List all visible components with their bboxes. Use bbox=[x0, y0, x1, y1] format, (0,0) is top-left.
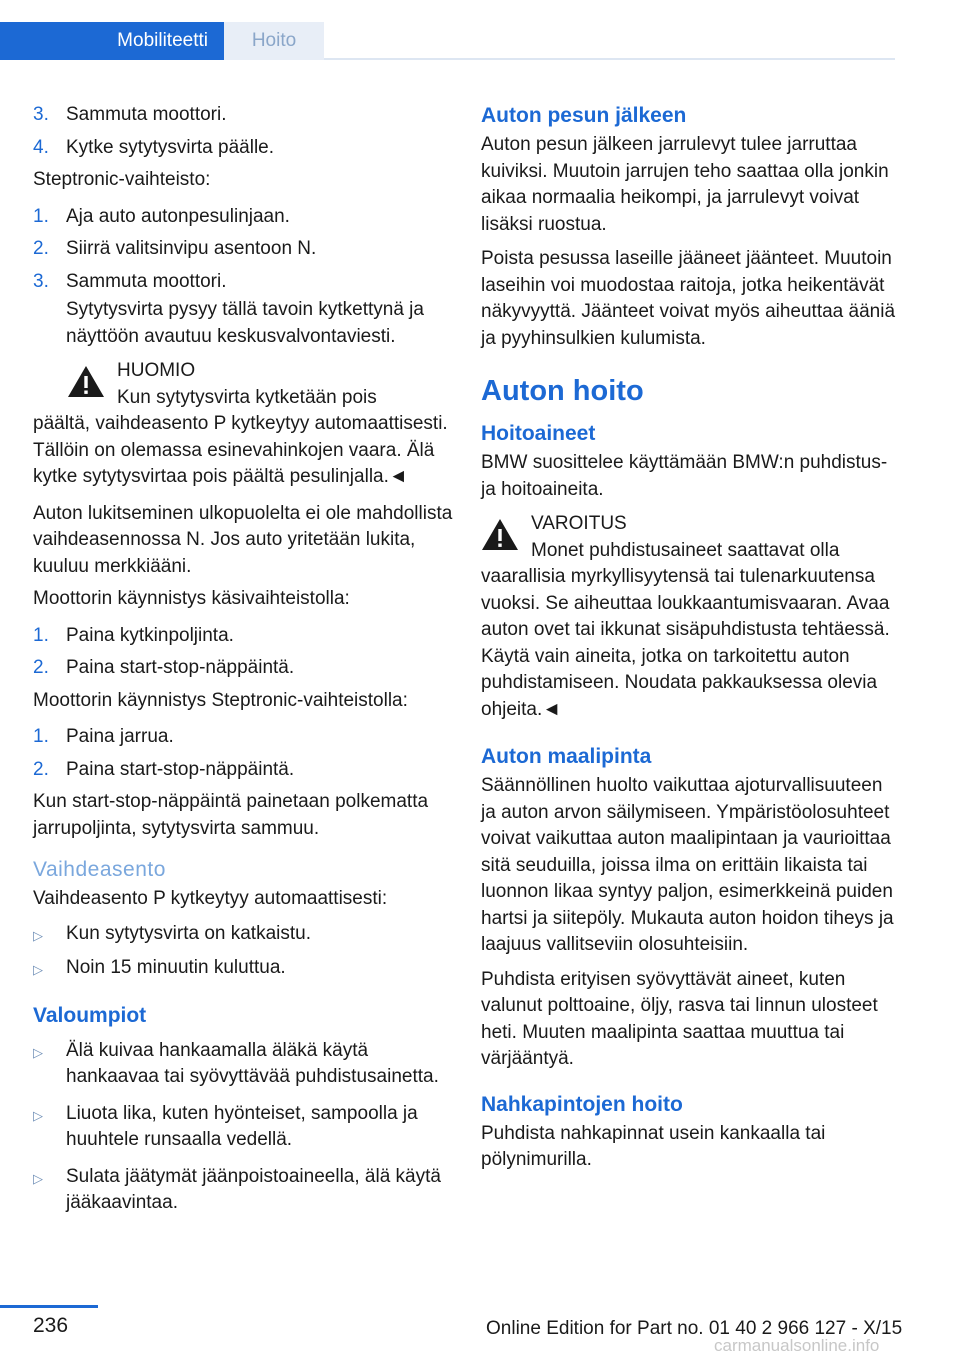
warning-triangle-icon bbox=[481, 517, 519, 553]
list-number: 2. bbox=[33, 657, 49, 678]
steptronic-label: Steptronic-vaihteisto: bbox=[33, 169, 211, 190]
right-column bbox=[481, 102, 896, 1180]
paint-paragraph: Säännöllinen huolto vaikuttaa ajoturvallisuuteen ja auton arvon säilymiseen. Ympäristöolosuhteet voivat vaikuttaa auton maalipintaan ja vaurioittaa sitä seuduilla, joissa ilma on erittäin likaista tai luonnon likaa syntyy paljon, esimerkkeinä puiden hartsi ja siitepöly. Mukauta auton hoidon tiheys ja laajuus vallitseviin olosuhteisiin. bbox=[481, 775, 894, 955]
warning-text bbox=[481, 538, 896, 724]
list-number: 2. bbox=[33, 758, 49, 780]
bullet-text: Noin 15 minuutin kuluttua. bbox=[66, 957, 286, 978]
list-number: 2. bbox=[33, 238, 49, 259]
heading-nahkapintojen-hoito: Nahkapintojen hoito bbox=[481, 1092, 683, 1116]
tab-mobiliteetti[interactable]: Mobiliteetti bbox=[0, 22, 224, 60]
bullet-item bbox=[33, 1101, 453, 1154]
warning-rest: vaarallisia myrkyllisyytensä tai tulenarkuutensa vuoksi. Se aiheuttaa loukkaantumisvaaran. Avaa auton ovet tai ikkunat sisäpuhdistusta tehtäessä. Käytä vain aineita, jotka on tarkoitettu auton puhdistamiseen. Noudata pakkauksessa olevia ohjeita.◄ bbox=[481, 566, 890, 720]
triangle-bullet-icon: ▷ bbox=[33, 1044, 43, 1060]
bullet-text: Kun sytytysvirta on katkaistu. bbox=[66, 922, 311, 944]
list-text: Paina start-stop-näppäintä. bbox=[66, 657, 295, 678]
list-number: 3. bbox=[33, 104, 49, 125]
notice-box bbox=[33, 358, 453, 491]
edition-footer: Online Edition for Part no. 01 40 2 966 127 - X/15 bbox=[486, 1318, 903, 1339]
tab-divider bbox=[324, 58, 895, 60]
notice-text bbox=[33, 385, 453, 491]
notice-rest: päältä, vaihdeasento P kytkeytyy automaattisesti. Tällöin on olemassa esinevahinkojen vaara. Älä kytke sytytysvirtaa pois päältä pesulinjalla.◄ bbox=[33, 413, 448, 487]
heading-hoitoaineet: Hoitoaineet bbox=[481, 422, 596, 445]
heading-auton-maalipinta: Auton maalipinta bbox=[481, 745, 652, 768]
triangle-bullet-icon: ▷ bbox=[33, 1170, 43, 1186]
list-text: Paina kytkinpoljinta. bbox=[66, 624, 234, 646]
list-text: Aja auto autonpesulinjaan. bbox=[66, 205, 290, 227]
list-text: Siirrä valitsinvipu asentoon N. bbox=[66, 238, 317, 259]
chapter-tabs bbox=[0, 22, 895, 60]
leather-paragraph: Puhdista nahkapinnat usein kankaalla tai pölynimurilla. bbox=[481, 1122, 826, 1170]
list-number: 1. bbox=[33, 726, 49, 747]
warning-first-line: Monet puhdistusaineet saattavat olla bbox=[531, 539, 840, 561]
list-text: Paina start-stop-näppäintä. bbox=[66, 758, 295, 780]
page-number: 236 bbox=[33, 1314, 69, 1337]
heading-auton-pesun-jalkeen: Auton pesun jälkeen bbox=[481, 104, 687, 127]
warning-box bbox=[481, 511, 896, 723]
warning-triangle-icon bbox=[67, 364, 105, 400]
tab-hoito[interactable]: Hoito bbox=[224, 22, 324, 60]
list-item bbox=[33, 204, 453, 231]
list-text: Kytke sytytysvirta päälle. bbox=[66, 136, 275, 158]
triangle-bullet-icon: ▷ bbox=[33, 927, 43, 943]
bullet-item bbox=[33, 1038, 453, 1091]
list-item bbox=[33, 135, 453, 162]
left-column bbox=[33, 102, 453, 1223]
page-number-rule bbox=[0, 1305, 98, 1308]
list-item bbox=[33, 623, 453, 650]
list-item bbox=[33, 724, 453, 751]
steptronic-start-label: Moottorin käynnistys Steptronic-vaihteistolla: bbox=[33, 689, 408, 711]
bullet-text: Älä kuivaa hankaamalla äläkä käytä hankaavaa tai syövyttävää puhdistusainetta. bbox=[66, 1039, 439, 1087]
products-paragraph: BMW suosittelee käyttämään BMW:n puhdistus- ja hoitoaineita. bbox=[481, 452, 888, 500]
heading-auton-hoito: Auton hoito bbox=[481, 375, 644, 407]
gear-intro: Vaihdeasento P kytkeytyy automaattisesti: bbox=[33, 888, 388, 909]
watermark: carmanualsonline.info bbox=[714, 1336, 880, 1355]
triangle-bullet-icon: ▷ bbox=[33, 962, 43, 977]
list-item bbox=[33, 269, 453, 296]
list-text: Sammuta moottori. bbox=[66, 104, 227, 125]
list-number: 3. bbox=[33, 270, 49, 292]
lock-paragraph: Auton lukitseminen ulkopuolelta ei ole mahdollista vaihdeasennossa N. Jos auto yritetään lukita, kuuluu merkkiääni. bbox=[33, 502, 453, 577]
notice-first-line: Kun sytytysvirta kytketään pois bbox=[117, 386, 377, 408]
bullet-text: Liuota lika, kuten hyönteiset, sampoolla ja huuhtele runsaalla vedellä. bbox=[66, 1102, 418, 1150]
list-number: 1. bbox=[33, 624, 49, 646]
brakes-paragraph: Auton pesun jälkeen jarrulevyt tulee jarruttaa kuiviksi. Muutoin jarrujen teho saattaa olla jonkin aikaa normaalia heikompi, ja jarrulevyt voivat lisäksi ruostua. bbox=[481, 134, 889, 235]
notice-title: HUOMIO bbox=[117, 360, 196, 381]
warning-title: VAROITUS bbox=[531, 513, 627, 534]
triangle-bullet-icon: ▷ bbox=[33, 1107, 43, 1123]
list-subtext: Sytytysvirta pysyy tällä tavoin kytkettynä ja näyttöön avautuu keskusvalvontaviesti. bbox=[66, 299, 424, 347]
bullet-item bbox=[33, 955, 453, 984]
corrosive-paragraph: Puhdista erityisen syövyttävät aineet, kuten valunut polttoaine, öljy, rasva tai linnun ulosteet heti. Muuten maalipinta saattaa muuttua tai värjääntyä. bbox=[481, 968, 878, 1069]
heading-vaihdeasento: Vaihdeasento bbox=[33, 858, 166, 881]
heading-valoumpiot: Valoumpiot bbox=[33, 1003, 147, 1027]
manual-start-label: Moottorin käynnistys käsivaihteistolla: bbox=[33, 588, 350, 609]
bullet-item bbox=[33, 1164, 453, 1217]
list-number: 4. bbox=[33, 136, 49, 158]
residue-paragraph: Poista pesussa laseille jääneet jäänteet. Muutoin laseihin voi muodostaa raitoja, jotka heikentävät näkyvyyttä. Jäänteet voivat myös aiheuttaa ääniä ja pyyhinsulkien kulumista. bbox=[481, 248, 896, 349]
list-text: Sammuta moottori. bbox=[66, 270, 227, 292]
list-text: Paina jarrua. bbox=[66, 726, 174, 747]
list-item bbox=[33, 655, 453, 682]
list-number: 1. bbox=[33, 205, 49, 227]
start-stop-paragraph: Kun start-stop-näppäintä painetaan polkematta jarrupoljinta, sytytysvirta sammuu. bbox=[33, 791, 429, 839]
bullet-item bbox=[33, 921, 453, 950]
list-item bbox=[33, 236, 453, 263]
list-item bbox=[33, 102, 453, 129]
bullet-text: Sulata jäätymät jäänpoistoaineella, älä käytä jääkaavintaa. bbox=[66, 1165, 441, 1213]
list-item bbox=[33, 757, 453, 784]
